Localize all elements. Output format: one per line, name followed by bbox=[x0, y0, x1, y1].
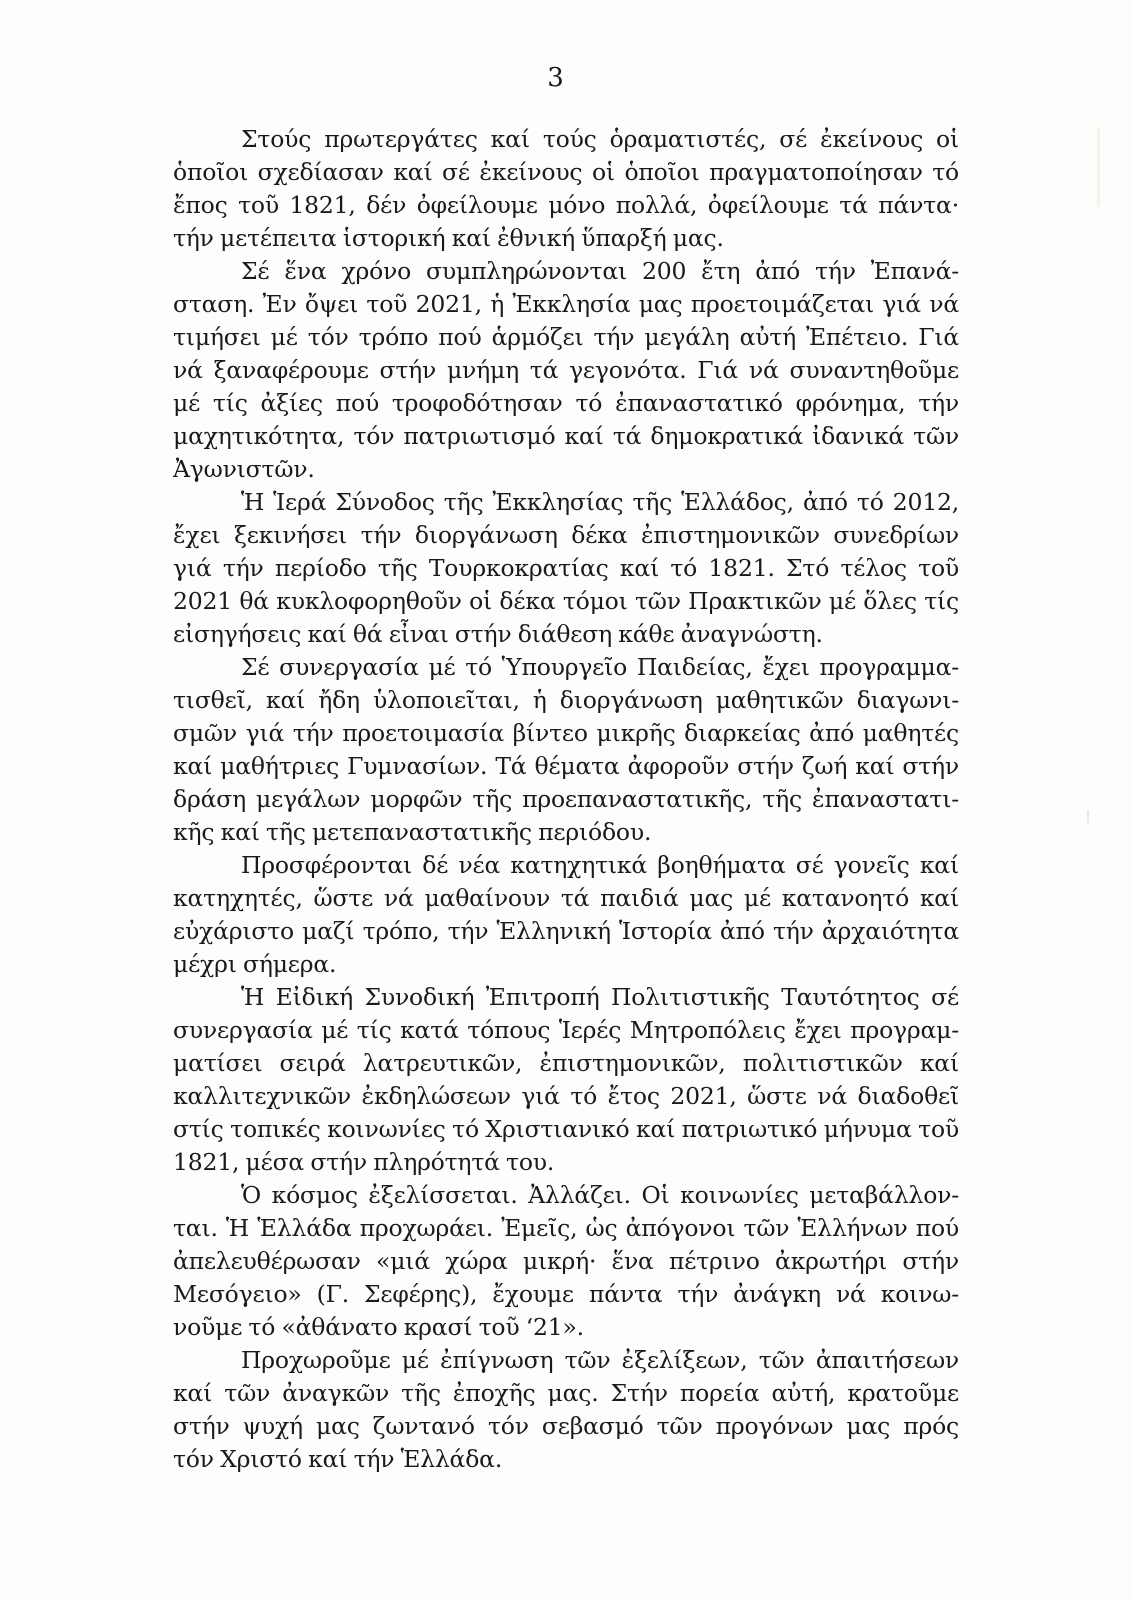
text-line: 1821, μέσα στήν πληρότητά του. bbox=[173, 1148, 555, 1176]
text-line: νοῦμε τό «ἀθάνατο κρασί τοῦ ‘21». bbox=[173, 1313, 584, 1341]
text-line: ὁποῖοι σχεδίασαν καί σέ ἐκείνους οἱ ὁποῖοι πραγματοποίησαν τό bbox=[173, 158, 959, 186]
text-line: νά ξαναφέρουμε στήν μνήμη τά γεγονότα. Γιά νά συναντηθοῦμε bbox=[173, 356, 959, 384]
text-line: Ἡ Εἰδική Συνοδική Ἐπιτροπή Πολιτιστικῆς Ταυτότητος σέ bbox=[241, 983, 959, 1011]
text-line: σταση. Ἐν ὄψει τοῦ 2021, ἡ Ἐκκλησία μας προετοιμάζεται γιά νά bbox=[173, 290, 959, 318]
page-number: 3 bbox=[547, 63, 564, 93]
text-line: Προσφέρονται δέ νέα κατηχητικά βοηθήματα σέ γονεῖς καί bbox=[241, 851, 959, 879]
text-line: 2021 θά κυκλοφορηθοῦν οἱ δέκα τόμοι τῶν Πρακτικῶν μέ ὅλες τίς bbox=[173, 587, 959, 615]
text-line: μέχρι σήμερα. bbox=[173, 950, 337, 978]
text-line: εὐχάριστο μαζί τρόπο, τήν Ἑλληνική Ἱστορία ἀπό τήν ἀρχαιότητα bbox=[173, 917, 959, 945]
text-line: γιά τήν περίοδο τῆς Τουρκοκρατίας καί τό 1821. Στό τέλος τοῦ bbox=[173, 554, 959, 582]
text-line: Προχωροῦμε μέ ἐπίγνωση τῶν ἐξελίξεων, τῶν ἀπαιτήσεων bbox=[241, 1346, 959, 1374]
text-line: μαχητικότητα, τόν πατριωτισμό καί τά δημοκρατικά ἰδανικά τῶν bbox=[173, 422, 959, 450]
text-line: τόν Χριστό καί τήν Ἑλλάδα. bbox=[173, 1445, 503, 1473]
text-line: καλλιτεχνικῶν ἐκδηλώσεων γιά τό ἔτος 2021, ὥστε νά διαδοθεῖ bbox=[173, 1082, 959, 1110]
text-line: τιμήσει μέ τόν τρόπο πού ἁρμόζει τήν μεγάλη αὐτή Ἐπέτειο. Γιά bbox=[173, 323, 959, 351]
scan-artifact-line bbox=[1097, 127, 1100, 207]
text-line: Σέ ἕνα χρόνο συμπληρώνονται 200 ἔτη ἀπό τήν Ἐπανά- bbox=[241, 257, 959, 285]
text-line: κῆς καί τῆς μετεπαναστατικῆς περιόδου. bbox=[173, 818, 652, 846]
text-line: Ἡ Ἱερά Σύνοδος τῆς Ἐκκλησίας τῆς Ἑλλάδος, ἀπό τό 2012, bbox=[241, 488, 959, 516]
text-line: Στούς πρωτεργάτες καί τούς ὁραματιστές, σέ ἐκείνους οἱ bbox=[241, 125, 959, 153]
text-line: Μεσόγειο» (Γ. Σεφέρης), ἔχουμε πάντα τήν ἀνάγκη νά κοινω- bbox=[173, 1280, 959, 1308]
text-line: στήν ψυχή μας ζωντανό τόν σεβασμό τῶν προγόνων μας πρός bbox=[173, 1412, 959, 1440]
text-line: ματίσει σειρά λατρευτικῶν, ἐπιστημονικῶν, πολιτιστικῶν καί bbox=[173, 1049, 959, 1077]
text-line: ἔπος τοῦ 1821, δέν ὀφείλουμε μόνο πολλά, ὀφείλουμε τά πάντα· bbox=[173, 191, 959, 219]
text-line: συνεργασία μέ τίς κατά τόπους Ἱερές Μητροπόλεις ἔχει προγραμ- bbox=[173, 1016, 959, 1044]
page-body bbox=[173, 123, 959, 1476]
text-line: ἔχει ξεκινήσει τήν διοργάνωση δέκα ἐπιστημονικῶν συνεδρίων bbox=[173, 521, 959, 549]
text-line: καί μαθήτριες Γυμνασίων. Τά θέματα ἀφοροῦν στήν ζωή καί στήν bbox=[173, 752, 959, 780]
text-line: μέ τίς ἀξίες πού τροφοδότησαν τό ἐπαναστατικό φρόνημα, τήν bbox=[173, 389, 959, 417]
text-line: καί τῶν ἀναγκῶν τῆς ἐποχῆς μας. Στήν πορεία αὐτή, κρατοῦμε bbox=[173, 1379, 959, 1407]
text-line: τισθεῖ, καί ἤδη ὑλοποιεῖται, ἡ διοργάνωση μαθητικῶν διαγωνι- bbox=[173, 686, 959, 714]
text-line: σμῶν γιά τήν προετοιμασία βίντεο μικρῆς διαρκείας ἀπό μαθητές bbox=[173, 719, 959, 747]
text-line: εἰσηγήσεις καί θά εἶναι στήν διάθεση κάθε ἀναγνώστη. bbox=[173, 620, 823, 648]
text-line: Ὁ κόσμος ἐξελίσσεται. Ἀλλάζει. Οἱ κοινωνίες μεταβάλλον- bbox=[241, 1181, 959, 1209]
text-line: δράση μεγάλων μορφῶν τῆς προεπαναστατικῆς, τῆς ἐπαναστατι- bbox=[173, 785, 959, 813]
text-line: Ἀγωνιστῶν. bbox=[173, 455, 315, 483]
scan-speck bbox=[1087, 810, 1089, 823]
text-line: ἀπελευθέρωσαν «μιά χώρα μικρή· ἕνα πέτρινο ἀκρωτήρι στήν bbox=[173, 1247, 959, 1275]
text-line: κατηχητές, ὥστε νά μαθαίνουν τά παιδιά μας μέ κατανοητό καί bbox=[173, 884, 959, 912]
text-line: στίς τοπικές κοινωνίες τό Χριστιανικό καί πατριωτικό μήνυμα τοῦ bbox=[173, 1115, 959, 1143]
text-line: ται. Ἡ Ἑλλάδα προχωράει. Ἐμεῖς, ὡς ἀπόγονοι τῶν Ἑλλήνων πού bbox=[173, 1214, 959, 1242]
text-line: τήν μετέπειτα ἱστορική καί ἐθνική ὕπαρξή μας. bbox=[173, 224, 724, 252]
text-line: Σέ συνεργασία μέ τό Ὑπουργεῖο Παιδείας, ἔχει προγραμμα- bbox=[241, 653, 959, 681]
